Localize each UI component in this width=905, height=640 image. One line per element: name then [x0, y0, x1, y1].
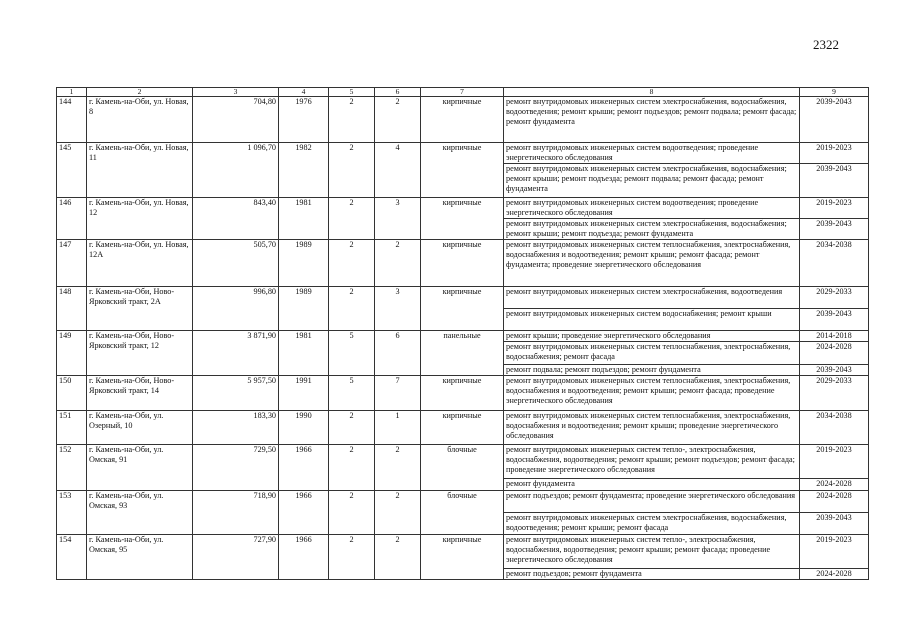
area-cell: 996,80 [193, 287, 279, 331]
address-cell: г. Камень-на-Оби, ул. Новая, 8 [87, 97, 193, 143]
repair-period-cell: 2024-2028 [800, 342, 869, 365]
year-cell: 1981 [279, 198, 329, 240]
row-number-cell: 144 [57, 97, 87, 143]
column-header: 4 [279, 88, 329, 97]
column-header: 7 [421, 88, 504, 97]
area-cell: 183,30 [193, 411, 279, 445]
wall-material-cell: кирпичные [421, 535, 504, 580]
wall-material-cell: кирпичные [421, 143, 504, 198]
year-cell: 1966 [279, 445, 329, 491]
repair-works-cell: ремонт внутридомовых инженерных систем электроснабжения, водоотведения [504, 287, 800, 309]
table-row [57, 198, 869, 219]
row-number-cell: 146 [57, 198, 87, 240]
repair-works-cell: ремонт внутридомовых инженерных систем теплоснабжения, электроснабжения, водоснабжения и водоотведения; ремонт крыши; проведение энергетического обследования [504, 411, 800, 445]
area-cell: 3 871,90 [193, 331, 279, 376]
address-cell: г. Камень-на-Оби, ул. Омская, 95 [87, 535, 193, 580]
column-header: 8 [504, 88, 800, 97]
floors-cell: 2 [329, 491, 375, 535]
area-cell: 505,70 [193, 240, 279, 287]
repair-period-cell: 2039-2043 [800, 219, 869, 240]
table-row [57, 411, 869, 445]
address-cell: г. Камень-на-Оби, ул. Новая, 12 [87, 198, 193, 240]
row-number-cell: 151 [57, 411, 87, 445]
address-cell: г. Камень-на-Оби, Ново-Ярковский тракт, 14 [87, 376, 193, 411]
repair-works-cell: ремонт внутридомовых инженерных систем водоотведения; проведение энергетического обследования [504, 143, 800, 164]
row-number-cell: 145 [57, 143, 87, 198]
floors-cell: 2 [329, 411, 375, 445]
wall-material-cell: панельные [421, 331, 504, 376]
table-row [57, 97, 869, 143]
address-cell: г. Камень-на-Оби, ул. Омская, 93 [87, 491, 193, 535]
floors-cell: 2 [329, 535, 375, 580]
repair-period-cell: 2024-2028 [800, 479, 869, 491]
floors-cell: 2 [329, 287, 375, 331]
floors-cell: 2 [329, 143, 375, 198]
area-cell: 843,40 [193, 198, 279, 240]
repair-works-cell: ремонт внутридомовых инженерных систем тепло-, электроснабжения, водоснабжения, водоотведения; ремонт крыши; ремонт фасада; проведение энергетического обследования [504, 535, 800, 569]
repair-works-cell: ремонт внутридомовых инженерных систем электроснабжения, водоснабжения; ремонт крыши; ремонт подъезда; ремонт фундамента [504, 219, 800, 240]
entrances-cell: 2 [375, 535, 421, 580]
entrances-cell: 4 [375, 143, 421, 198]
entrances-cell: 2 [375, 97, 421, 143]
repair-period-cell: 2039-2043 [800, 97, 869, 143]
year-cell: 1966 [279, 535, 329, 580]
row-number-cell: 149 [57, 331, 87, 376]
wall-material-cell: кирпичные [421, 198, 504, 240]
floors-cell: 5 [329, 376, 375, 411]
repair-works-cell: ремонт внутридомовых инженерных систем теплоснабжения, электроснабжения, водоснабжения и водоотведения; ремонт крыши; ремонт фасада; ремонт фундамента; проведение энергетического обследования [504, 240, 800, 287]
repair-period-cell: 2019-2023 [800, 198, 869, 219]
area-cell: 1 096,70 [193, 143, 279, 198]
repair-period-cell: 2039-2043 [800, 309, 869, 331]
address-cell: г. Камень-на-Оби, Ново-Ярковский тракт, 2А [87, 287, 193, 331]
row-number-cell: 148 [57, 287, 87, 331]
row-number-cell: 154 [57, 535, 87, 580]
address-cell: г. Камень-на-Оби, ул. Омская, 91 [87, 445, 193, 491]
row-number-cell: 153 [57, 491, 87, 535]
repair-period-cell: 2029-2033 [800, 287, 869, 309]
address-cell: г. Камень-на-Оби, ул. Новая, 11 [87, 143, 193, 198]
repair-works-cell: ремонт внутридомовых инженерных систем электроснабжения, водоснабжения; ремонт крыши; ремонт подъезда; ремонт подвала; ремонт фасада; ремонт фундамента [504, 164, 800, 198]
wall-material-cell: кирпичные [421, 411, 504, 445]
column-header: 6 [375, 88, 421, 97]
wall-material-cell: кирпичные [421, 97, 504, 143]
column-header: 9 [800, 88, 869, 97]
column-header: 5 [329, 88, 375, 97]
row-number-cell: 150 [57, 376, 87, 411]
column-header: 1 [57, 88, 87, 97]
repair-schedule-table [56, 87, 869, 580]
year-cell: 1990 [279, 411, 329, 445]
year-cell: 1976 [279, 97, 329, 143]
area-cell: 704,80 [193, 97, 279, 143]
year-cell: 1982 [279, 143, 329, 198]
row-number-cell: 147 [57, 240, 87, 287]
repair-works-cell: ремонт внутридомовых инженерных систем теплоснабжения, электроснабжения, водоснабжения; ремонт фасада [504, 342, 800, 365]
floors-cell: 2 [329, 445, 375, 491]
table-row [57, 535, 869, 569]
repair-period-cell: 2039-2043 [800, 365, 869, 376]
wall-material-cell: блочные [421, 445, 504, 491]
area-cell: 727,90 [193, 535, 279, 580]
repair-works-cell: ремонт фундамента [504, 479, 800, 491]
repair-period-cell: 2029-2033 [800, 376, 869, 411]
wall-material-cell: кирпичные [421, 287, 504, 331]
floors-cell: 2 [329, 198, 375, 240]
repair-period-cell: 2024-2028 [800, 491, 869, 513]
repair-works-cell: ремонт подъездов; ремонт фундамента; проведение энергетического обследования [504, 491, 800, 513]
repair-works-cell: ремонт внутридомовых инженерных систем электроснабжения, водоснабжения, водоотведения; ремонт крыши; ремонт подъездов; ремонт подвала; ремонт фасада; ремонт фундамента [504, 97, 800, 143]
entrances-cell: 6 [375, 331, 421, 376]
repair-works-cell: ремонт крыши; проведение энергетического обследования [504, 331, 800, 342]
entrances-cell: 2 [375, 491, 421, 535]
repair-period-cell: 2039-2043 [800, 513, 869, 535]
wall-material-cell: кирпичные [421, 376, 504, 411]
area-cell: 718,90 [193, 491, 279, 535]
entrances-cell: 3 [375, 287, 421, 331]
floors-cell: 5 [329, 331, 375, 376]
repair-works-cell: ремонт подъездов; ремонт фундамента [504, 569, 800, 580]
year-cell: 1989 [279, 287, 329, 331]
table-row [57, 143, 869, 164]
entrances-cell: 2 [375, 240, 421, 287]
entrances-cell: 2 [375, 445, 421, 491]
address-cell: г. Камень-на-Оби, ул. Новая, 12А [87, 240, 193, 287]
repair-works-cell: ремонт внутридомовых инженерных систем электроснабжения, водоснабжения, водоотведения; ремонт крыши; ремонт фасада [504, 513, 800, 535]
entrances-cell: 1 [375, 411, 421, 445]
repair-works-cell: ремонт внутридомовых инженерных систем водоснабжения; ремонт крыши [504, 309, 800, 331]
column-number-row [57, 88, 869, 97]
repair-period-cell: 2034-2038 [800, 411, 869, 445]
column-header: 3 [193, 88, 279, 97]
floors-cell: 2 [329, 240, 375, 287]
row-number-cell: 152 [57, 445, 87, 491]
repair-period-cell: 2019-2023 [800, 535, 869, 569]
table-row [57, 331, 869, 342]
repair-works-cell: ремонт внутридомовых инженерных систем теплоснабжения, электроснабжения, водоснабжения и водоотведения; ремонт крыши; ремонт фасада; проведение энергетического обследования [504, 376, 800, 411]
table-row [57, 491, 869, 513]
year-cell: 1991 [279, 376, 329, 411]
year-cell: 1989 [279, 240, 329, 287]
wall-material-cell: блочные [421, 491, 504, 535]
repair-period-cell: 2014-2018 [800, 331, 869, 342]
table-row [57, 445, 869, 479]
repair-works-cell: ремонт внутридомовых инженерных систем тепло-, электроснабжения, водоснабжения, водоотведения; ремонт крыши; ремонт подъездов; ремонт фасада; проведение энергетического обследования [504, 445, 800, 479]
wall-material-cell: кирпичные [421, 240, 504, 287]
address-cell: г. Камень-на-Оби, Ново-Ярковский тракт, 12 [87, 331, 193, 376]
repair-period-cell: 2039-2043 [800, 164, 869, 198]
entrances-cell: 7 [375, 376, 421, 411]
area-cell: 5 957,50 [193, 376, 279, 411]
repair-period-cell: 2019-2023 [800, 143, 869, 164]
entrances-cell: 3 [375, 198, 421, 240]
table-row [57, 287, 869, 309]
repair-period-cell: 2019-2023 [800, 445, 869, 479]
repair-works-cell: ремонт внутридомовых инженерных систем водоотведения; проведение энергетического обследования [504, 198, 800, 219]
repair-period-cell: 2024-2028 [800, 569, 869, 580]
column-header: 2 [87, 88, 193, 97]
area-cell: 729,50 [193, 445, 279, 491]
floors-cell: 2 [329, 97, 375, 143]
address-cell: г. Камень-на-Оби, ул. Озерный, 10 [87, 411, 193, 445]
year-cell: 1966 [279, 491, 329, 535]
year-cell: 1981 [279, 331, 329, 376]
table-row [57, 376, 869, 411]
table-row [57, 240, 869, 287]
page-number: 2322 [813, 37, 839, 52]
repair-period-cell: 2034-2038 [800, 240, 869, 287]
repair-works-cell: ремонт подвала; ремонт подъездов; ремонт фундамента [504, 365, 800, 376]
